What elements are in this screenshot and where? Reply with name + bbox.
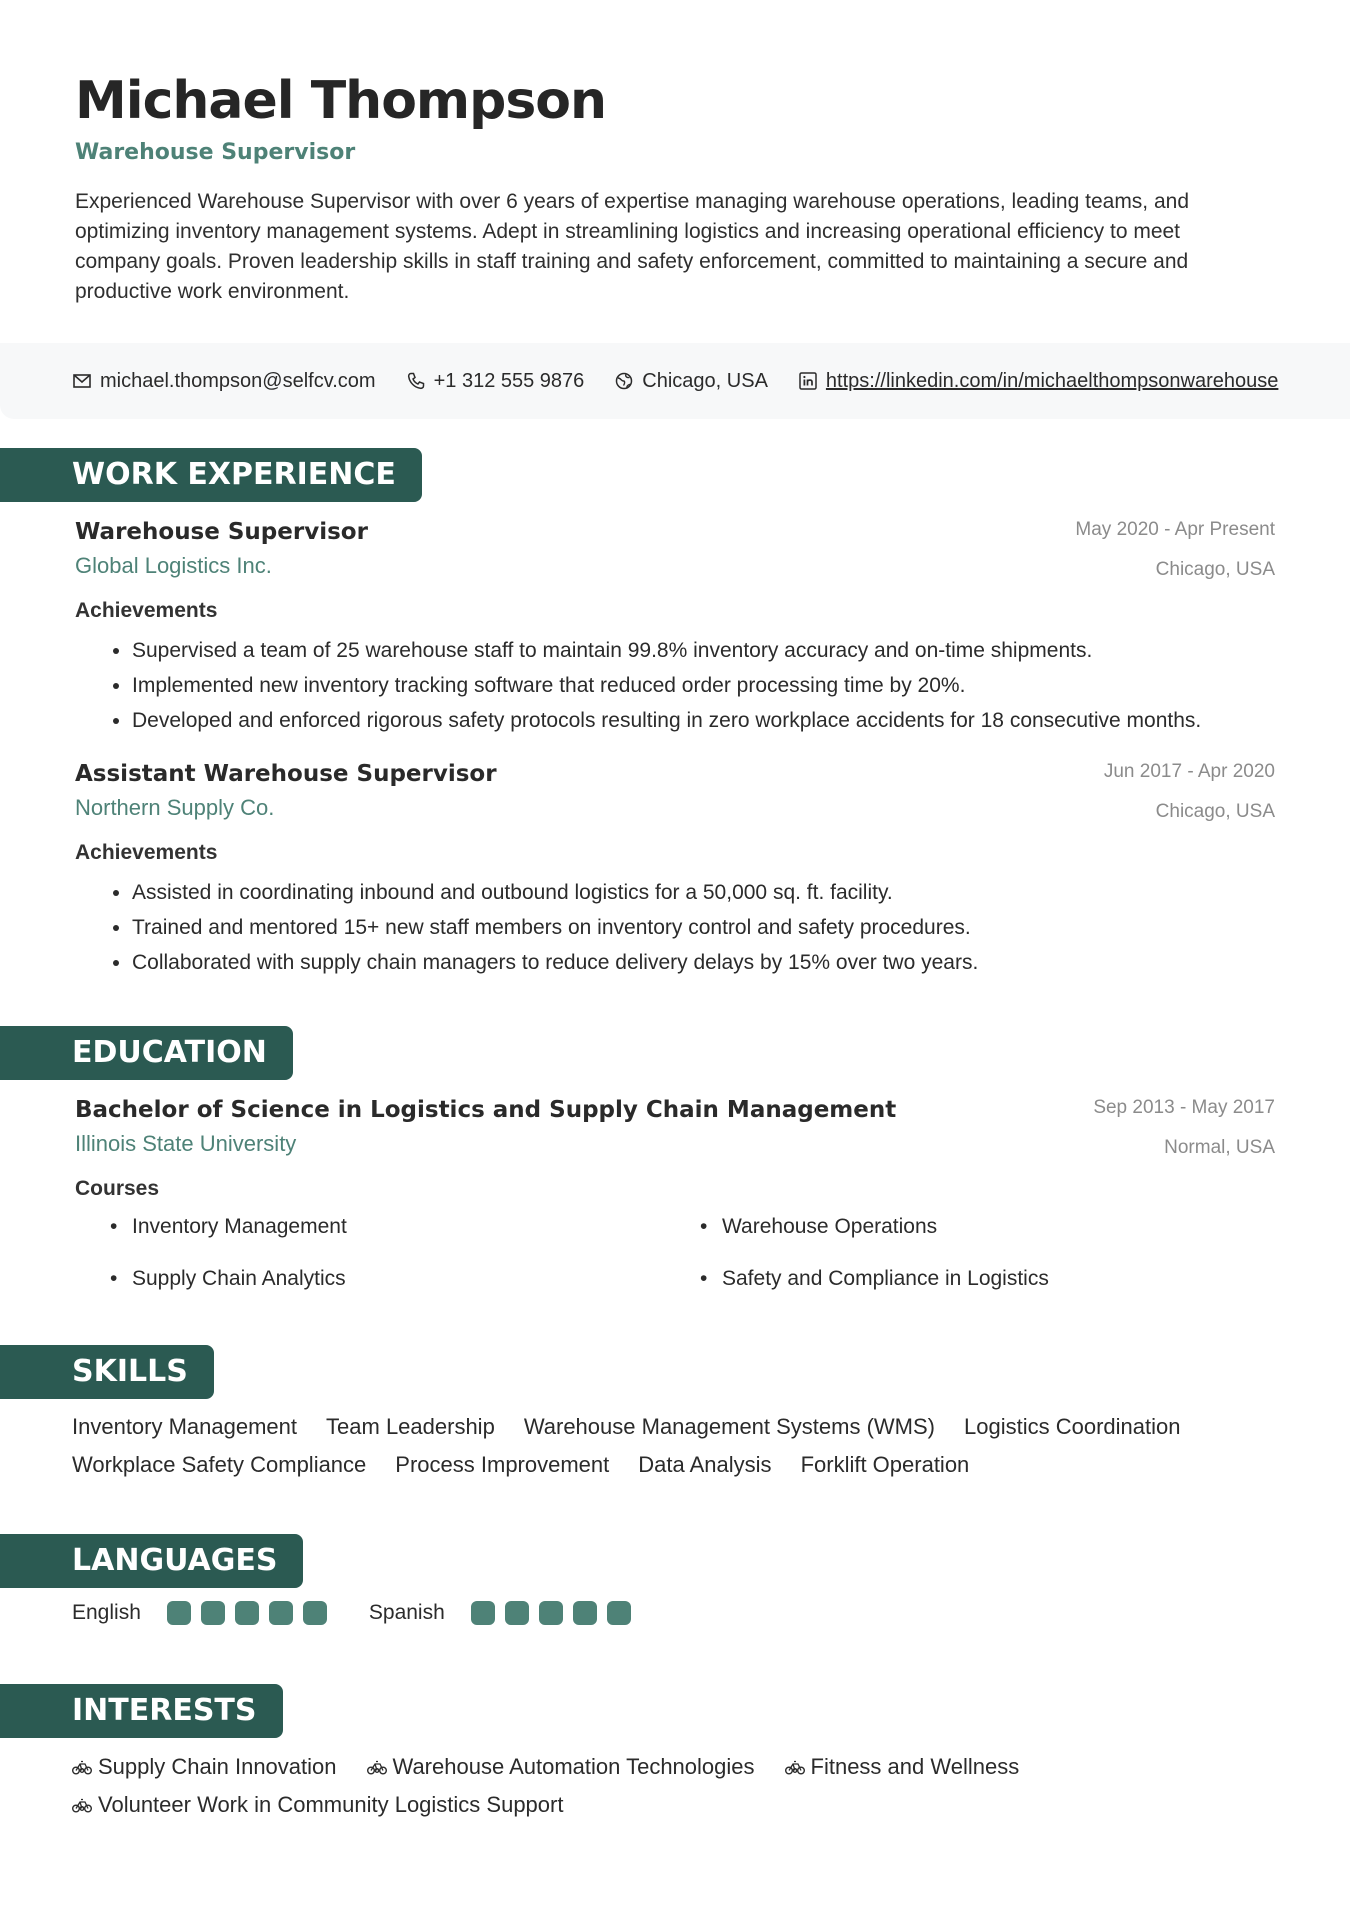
skill-item: Inventory Management: [72, 1414, 298, 1439]
course-item: • Safety and Compliance in Logistics: [722, 1261, 1222, 1296]
language-name: English: [72, 1601, 141, 1624]
section-skills: SKILLS: [0, 1345, 214, 1399]
contact-location-text: Chicago, USA: [642, 369, 768, 392]
phone-icon: [406, 371, 426, 391]
skills-row: [72, 1446, 1292, 1484]
contact-phone[interactable]: [406, 370, 585, 393]
proficiency-dots: [167, 1601, 327, 1625]
interest-item: [367, 1748, 755, 1786]
interest-item: [785, 1748, 1020, 1786]
achievements-label: Achievements: [75, 841, 218, 864]
contact-phone-text: +1 312 555 9876: [433, 369, 585, 392]
languages-list: [72, 1601, 673, 1625]
linkedin-icon: [798, 371, 818, 391]
contact-location: [614, 370, 768, 393]
interest-item: [72, 1748, 337, 1786]
achievements-list: [75, 633, 1275, 738]
skills-list: [72, 1408, 1292, 1484]
profile-summary: Experienced Warehouse Supervisor with over 6 years of expertise managing warehouse operations, leading teams, and optimizing inventory management systems. Adept in streamlining logistics and increasing operational efficiency to meet company goals. Proven leadership skills in staff training and safety enforcement, committed to maintaining a secure and productive work environment.: [75, 190, 1190, 303]
company-name: Global Logistics Inc.: [75, 553, 272, 578]
candidate-role: Warehouse Supervisor: [75, 140, 356, 165]
skill-item: Workplace Safety Compliance: [72, 1452, 367, 1477]
proficiency-dot: [167, 1601, 191, 1625]
proficiency-dot: [607, 1601, 631, 1625]
bike-icon: [72, 1797, 92, 1813]
course-item: • Inventory Management: [132, 1209, 722, 1244]
language-item: [369, 1601, 631, 1625]
proficiency-dot: [235, 1601, 259, 1625]
linkedin-link[interactable]: https://linkedin.com/in/michaelthompsonwarehouse: [825, 369, 1279, 392]
job-title: Warehouse Supervisor: [75, 519, 368, 545]
globe-icon: [614, 371, 634, 391]
bike-icon: [72, 1759, 92, 1775]
proficiency-dot: [471, 1601, 495, 1625]
contact-linkedin[interactable]: [798, 370, 1278, 393]
list-item: • Developed and enforced rigorous safety protocols resulting in zero workplace accidents for 18 consecutive months.: [132, 703, 1275, 738]
list-item: • Assisted in coordinating inbound and outbound logistics for a 50,000 sq. ft. facility.: [132, 875, 1275, 910]
job-dates: May 2020 - Apr Present: [1075, 519, 1275, 540]
resume-header: [75, 70, 1255, 307]
contact-email-text: michael.thompson@selfcv.com: [100, 369, 376, 392]
interest-label: Warehouse Automation Technologies: [392, 1754, 755, 1779]
skills-row: [72, 1408, 1292, 1446]
courses-list: [75, 1209, 1275, 1296]
skill-item: Team Leadership: [326, 1414, 495, 1439]
section-education: EDUCATION: [0, 1026, 293, 1080]
proficiency-dots: [471, 1601, 631, 1625]
skill-item: Process Improvement: [395, 1452, 610, 1477]
interest-label: Volunteer Work in Community Logistics Support: [98, 1792, 564, 1817]
school-name: Illinois State University: [75, 1131, 297, 1156]
section-work-experience: WORK EXPERIENCE: [0, 448, 422, 502]
skill-item: Forklift Operation: [800, 1452, 970, 1477]
list-item: • Collaborated with supply chain managers to reduce delivery delays by 15% over two years.: [132, 945, 1275, 980]
proficiency-dot: [505, 1601, 529, 1625]
job-title: Assistant Warehouse Supervisor: [75, 761, 497, 787]
section-interests: INTERESTS: [0, 1684, 283, 1738]
achievements-list: [75, 875, 1275, 980]
courses-label: Courses: [75, 1177, 160, 1200]
skill-item: Warehouse Management Systems (WMS): [523, 1414, 936, 1439]
job-dates: Jun 2017 - Apr 2020: [1103, 761, 1275, 782]
education-dates: Sep 2013 - May 2017: [1093, 1097, 1275, 1118]
interests-row: [72, 1748, 1292, 1786]
skill-item: Logistics Coordination: [964, 1414, 1181, 1439]
proficiency-dot: [573, 1601, 597, 1625]
proficiency-dot: [201, 1601, 225, 1625]
section-languages: LANGUAGES: [0, 1534, 303, 1588]
proficiency-dot: [269, 1601, 293, 1625]
list-item: • Implemented new inventory tracking software that reduced order processing time by 20%.: [132, 668, 1275, 703]
bike-icon: [367, 1759, 387, 1775]
achievements-label: Achievements: [75, 599, 218, 622]
education-entry: [75, 1097, 1275, 1296]
skill-item: Data Analysis: [638, 1452, 772, 1477]
interests-row: [72, 1786, 1292, 1824]
interest-label: Supply Chain Innovation: [98, 1754, 337, 1779]
job-location: Chicago, USA: [1155, 559, 1275, 580]
list-item: • Trained and mentored 15+ new staff members on inventory control and safety procedures.: [132, 910, 1275, 945]
contact-bar: [0, 343, 1350, 419]
language-item: [72, 1601, 327, 1625]
proficiency-dot: [303, 1601, 327, 1625]
list-item: • Supervised a team of 25 warehouse staff to maintain 99.8% inventory accuracy and on-time shipments.: [132, 633, 1275, 668]
education-location: Normal, USA: [1164, 1137, 1275, 1158]
work-entry: [75, 761, 1275, 980]
work-entry: [75, 519, 1275, 738]
language-name: Spanish: [368, 1601, 445, 1624]
company-name: Northern Supply Co.: [75, 795, 275, 820]
interest-item: [72, 1786, 563, 1824]
interests-list: [72, 1748, 1292, 1824]
contact-email[interactable]: [72, 370, 376, 393]
degree-title: Bachelor of Science in Logistics and Supply Chain Management: [75, 1097, 897, 1123]
job-location: Chicago, USA: [1155, 801, 1275, 822]
course-item: • Warehouse Operations: [722, 1209, 1222, 1244]
envelope-icon: [72, 371, 92, 391]
candidate-name: Michael Thompson: [75, 71, 607, 131]
bike-icon: [785, 1759, 805, 1775]
course-item: • Supply Chain Analytics: [132, 1261, 722, 1296]
interest-label: Fitness and Wellness: [810, 1754, 1020, 1779]
proficiency-dot: [539, 1601, 563, 1625]
